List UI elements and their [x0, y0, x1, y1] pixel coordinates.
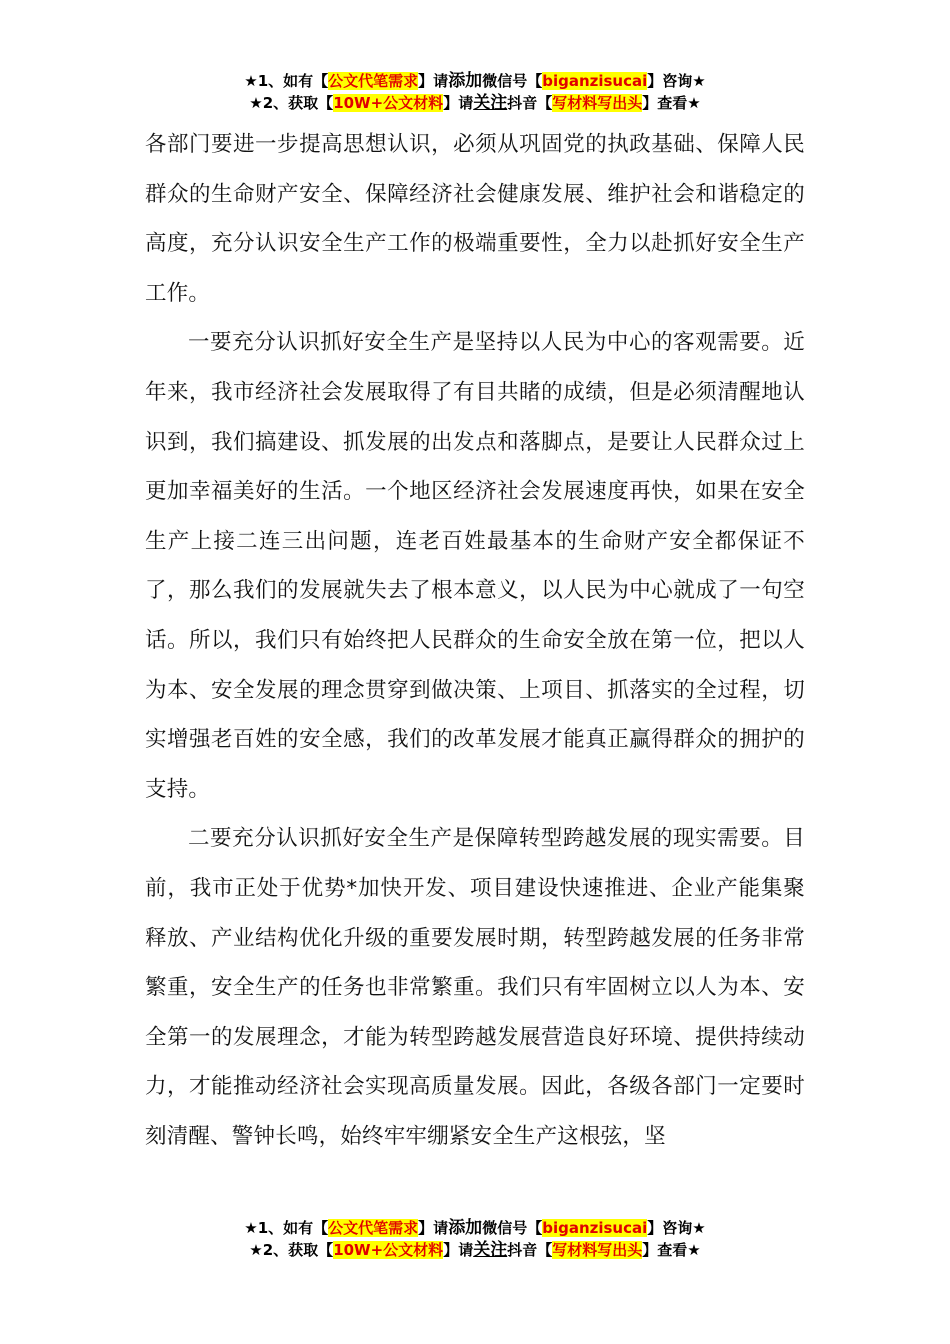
banner-text: 】查看★ [642, 1241, 701, 1259]
banner-text: 】咨询★ [647, 1219, 706, 1237]
banner-douyin-id: 写材料写出头 [552, 1241, 643, 1259]
banner-line-1 [0, 1217, 950, 1239]
banner-text: 】请 [443, 1241, 474, 1259]
banner-text: 微信号【 [482, 1219, 543, 1237]
paragraph-1: 各部门要进一步提高思想认识，必须从巩固党的执政基础、保障人民群众的生命财产安全、保障经济社会健康发展、维护社会和谐稳定的高度，充分认识安全生产工作的极端重要性，全力以赴抓好安全生产工作。 [145, 132, 805, 306]
banner-emphasis: 添加 [448, 71, 483, 91]
banner-text: 】请 [418, 72, 449, 90]
banner-line-2 [0, 1239, 950, 1261]
banner-text: ★1、如有【 [244, 72, 329, 90]
banner-emphasis: 关注 [473, 1240, 508, 1260]
document-body [145, 120, 805, 1161]
footer-banner [0, 1217, 950, 1261]
banner-text: 抖音【 [507, 1241, 553, 1259]
paragraph-3: 二要充分认识抓好安全生产是保障转型跨越发展的现实需要。目前，我市正处于优势*加快开发、项目建设快速推进、企业产能集聚释放、产业结构优化升级的重要发展时期，转型跨越发展的任务非常繁重，安全生产的任务也非常繁重。我们只有牢固树立以人为本、安全第一的发展理念，才能为转型跨越发展营造良好环境、提供持续动力，才能推动经济社会实现高质量发展。因此，各级各部门一定要时刻清醒、警钟长鸣，始终牢牢绷紧安全生产这根弦，坚 [145, 826, 805, 1149]
banner-text: 】请 [443, 94, 474, 112]
banner-highlight: 10W+公文材料 [333, 1241, 444, 1259]
banner-wechat-id: biganzisucai [542, 72, 648, 90]
banner-text: ★1、如有【 [244, 1219, 329, 1237]
banner-highlight: 10W+公文材料 [333, 94, 444, 112]
banner-line-2 [0, 92, 950, 114]
banner-text: 】咨询★ [647, 72, 706, 90]
banner-emphasis: 添加 [448, 1218, 483, 1238]
header-banner [0, 70, 950, 114]
banner-text: ★2、获取【 [249, 94, 334, 112]
banner-wechat-id: biganzisucai [542, 1219, 648, 1237]
banner-text: 微信号【 [482, 72, 543, 90]
paragraph-2: 一要充分认识抓好安全生产是坚持以人民为中心的客观需要。近年来，我市经济社会发展取得了有目共睹的成绩，但是必须清醒地认识到，我们搞建设、抓发展的出发点和落脚点，是要让人民群众过上更加幸福美好的生活。一个地区经济社会发展速度再快，如果在安全生产上接二连三出问题，连老百姓最基本的生命财产安全都保证不了，那么我们的发展就失去了根本意义，以人民为中心就成了一句空话。所以，我们只有始终把人民群众的生命安全放在第一位，把以人为本、安全发展的理念贯穿到做决策、上项目、抓落实的全过程，切实增强老百姓的安全感，我们的改革发展才能真正赢得群众的拥护的支持。 [145, 330, 805, 802]
banner-douyin-id: 写材料写出头 [552, 94, 643, 112]
banner-line-1 [0, 70, 950, 92]
banner-text: 】查看★ [642, 94, 701, 112]
banner-highlight: 公文代笔需求 [328, 1219, 419, 1237]
banner-text: ★2、获取【 [249, 1241, 334, 1259]
banner-text: 】请 [418, 1219, 449, 1237]
banner-highlight: 公文代笔需求 [328, 72, 419, 90]
banner-text: 抖音【 [507, 94, 553, 112]
banner-emphasis: 关注 [473, 93, 508, 113]
